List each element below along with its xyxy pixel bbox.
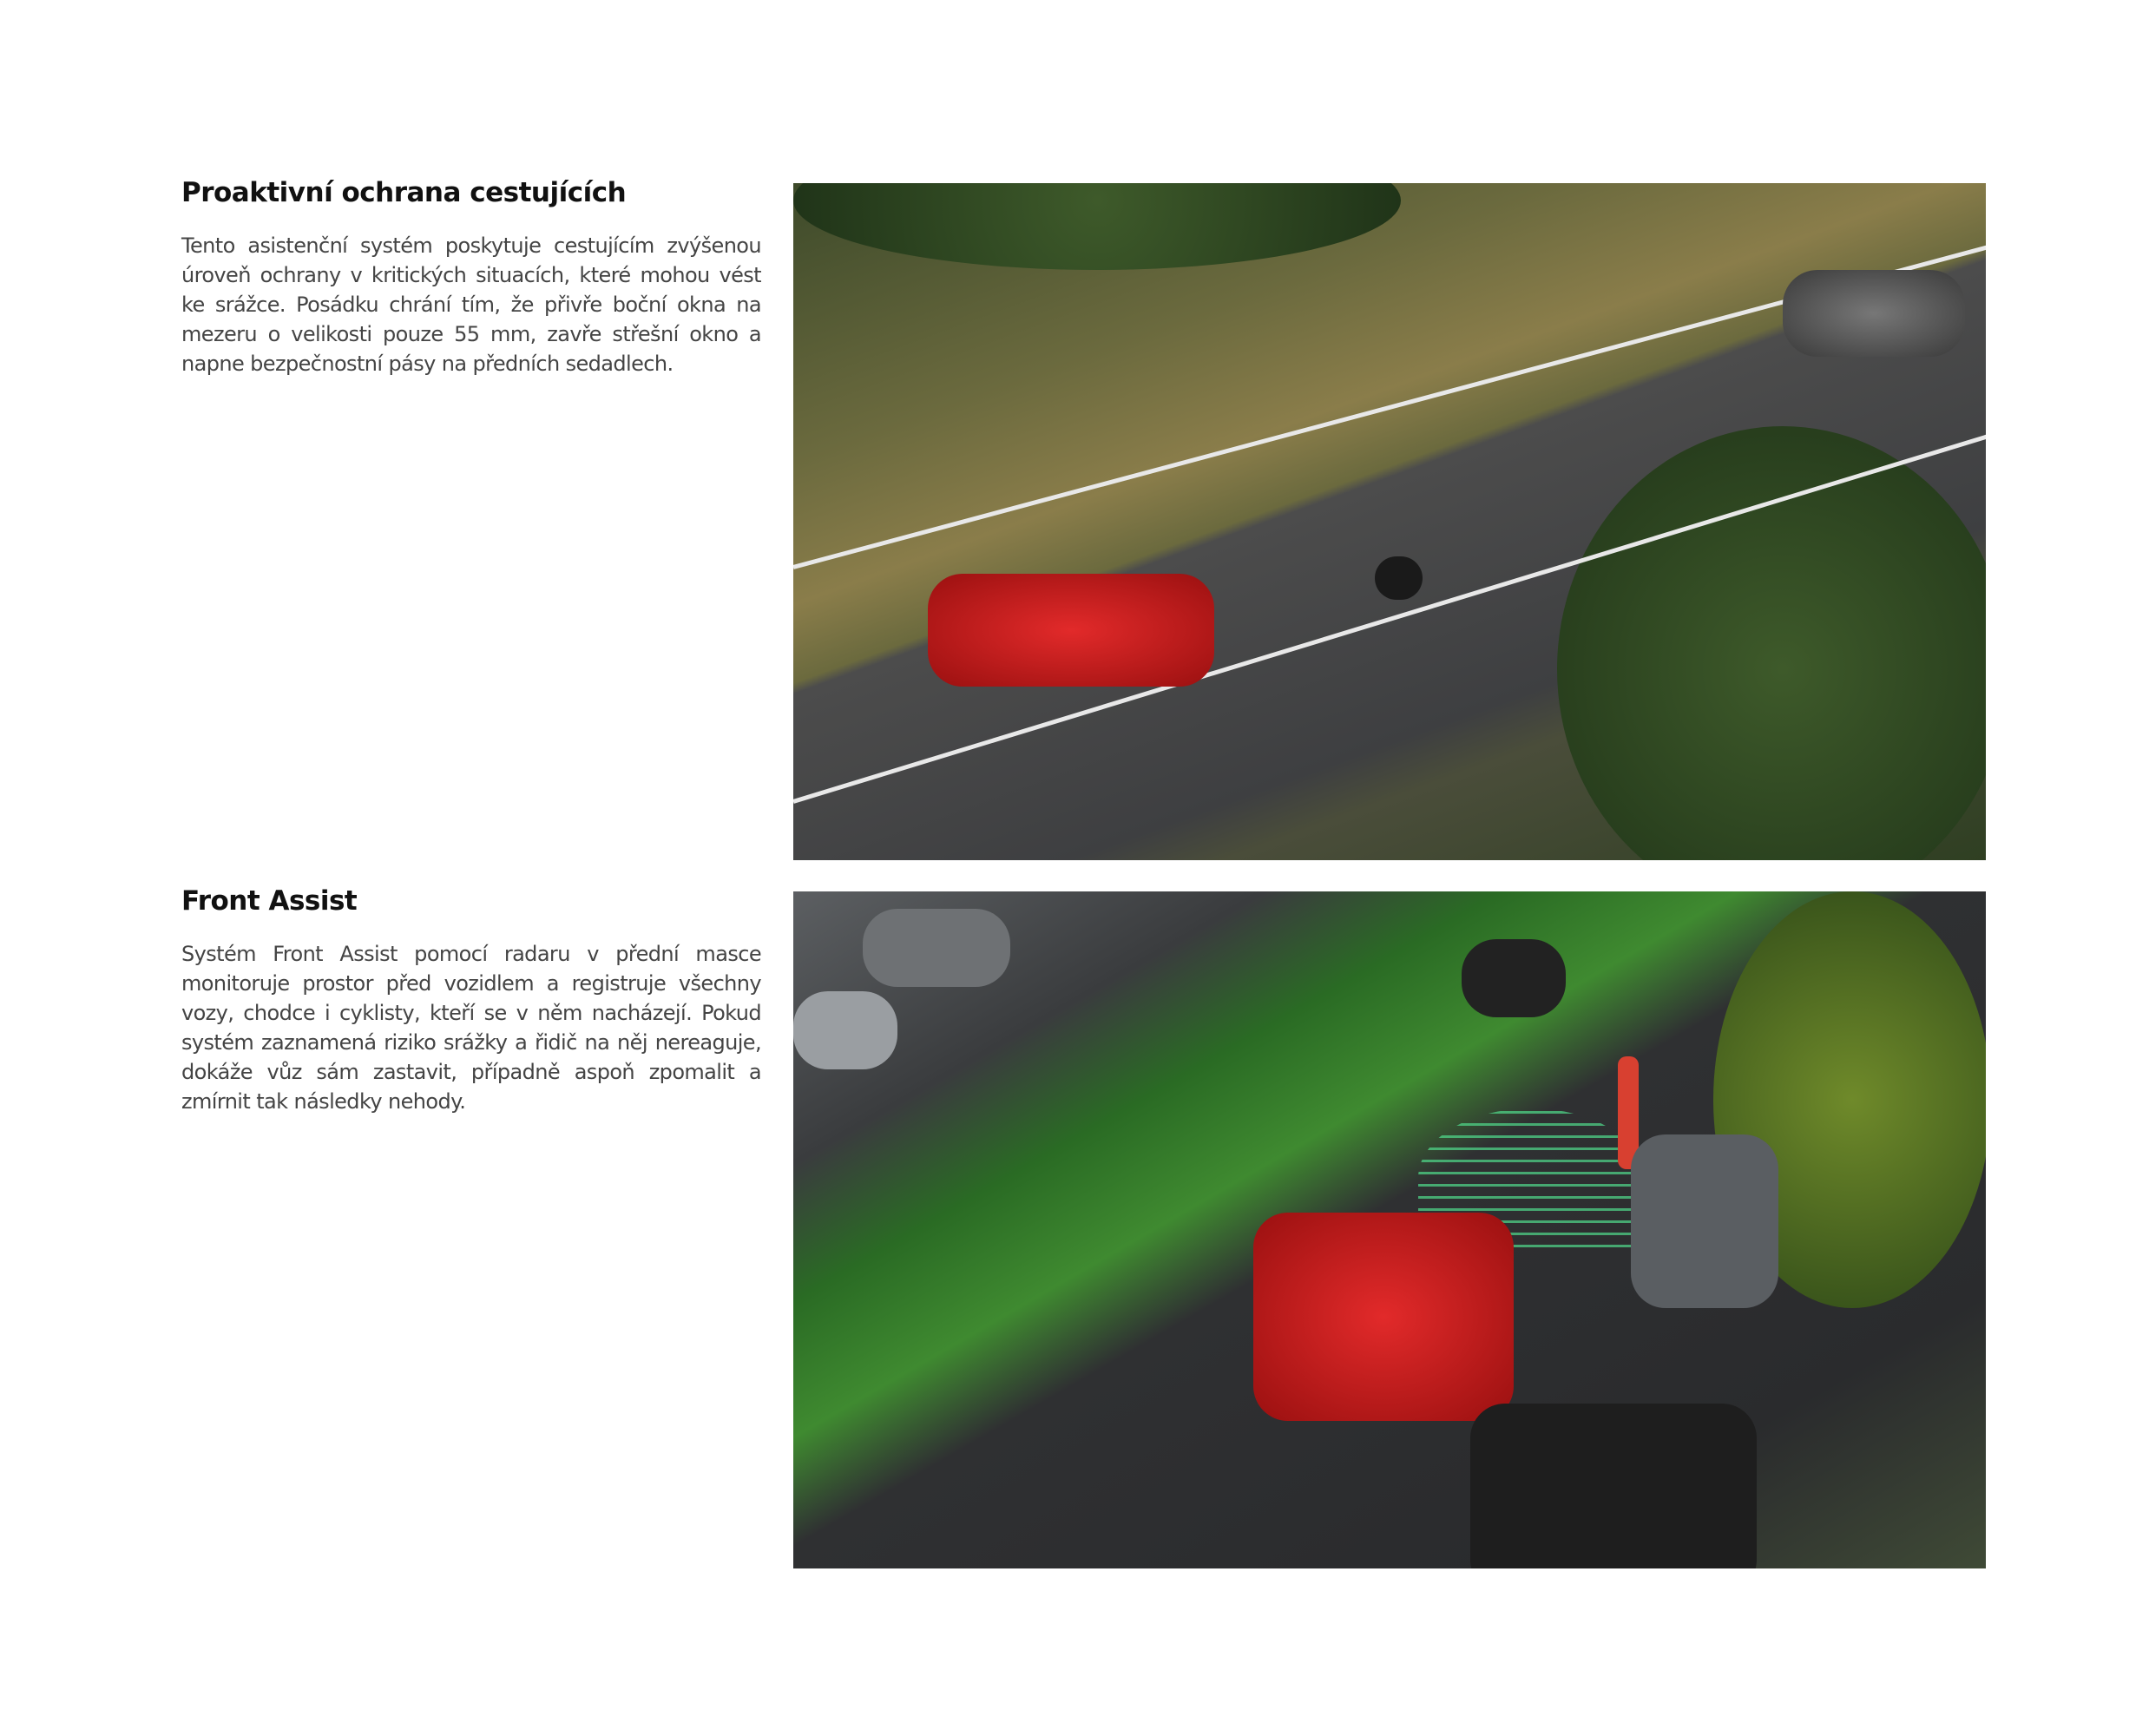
parked-car	[863, 909, 1010, 987]
red-car	[928, 574, 1214, 687]
photo-front-assist-street	[793, 891, 1986, 1568]
grey-car	[1783, 270, 1965, 357]
oncoming-car	[1462, 939, 1566, 1017]
parked-car	[793, 991, 897, 1069]
section-title-proactive-protection: Proaktivní ochrana cestujících	[181, 177, 627, 208]
dark-car	[1470, 1404, 1757, 1568]
red-car	[1253, 1213, 1514, 1421]
photo-road-red-car-boar	[793, 183, 1986, 860]
wild-boar	[1375, 556, 1423, 600]
section-body-proactive-protection: Tento asistenční systém poskytuje cestujícím zvýšenou úroveň ochrany v kritických situacích, které mohou vést ke srážce. Posádku chrání tím, že přivře boční okna na mezeru o velikosti pouze 55 mm, zavře střešní okno a napne bezpečnostní pásy na předních sedadlech.	[181, 233, 761, 376]
section-body-front-assist: Systém Front Assist pomocí radaru v přední masce monitoruje prostor před vozidlem a registruje všechny vozy, chodce i cyklisty, kteří se v něm nacházejí. Pokud systém zaznamená riziko srážky a řidič na něj nereaguje, dokáže vůz sám zastavit, případně aspoň zpomalit a zmírnit tak následky nehody.	[181, 942, 761, 1114]
section-title-front-assist: Front Assist	[181, 885, 358, 917]
parked-suv	[1631, 1134, 1778, 1308]
